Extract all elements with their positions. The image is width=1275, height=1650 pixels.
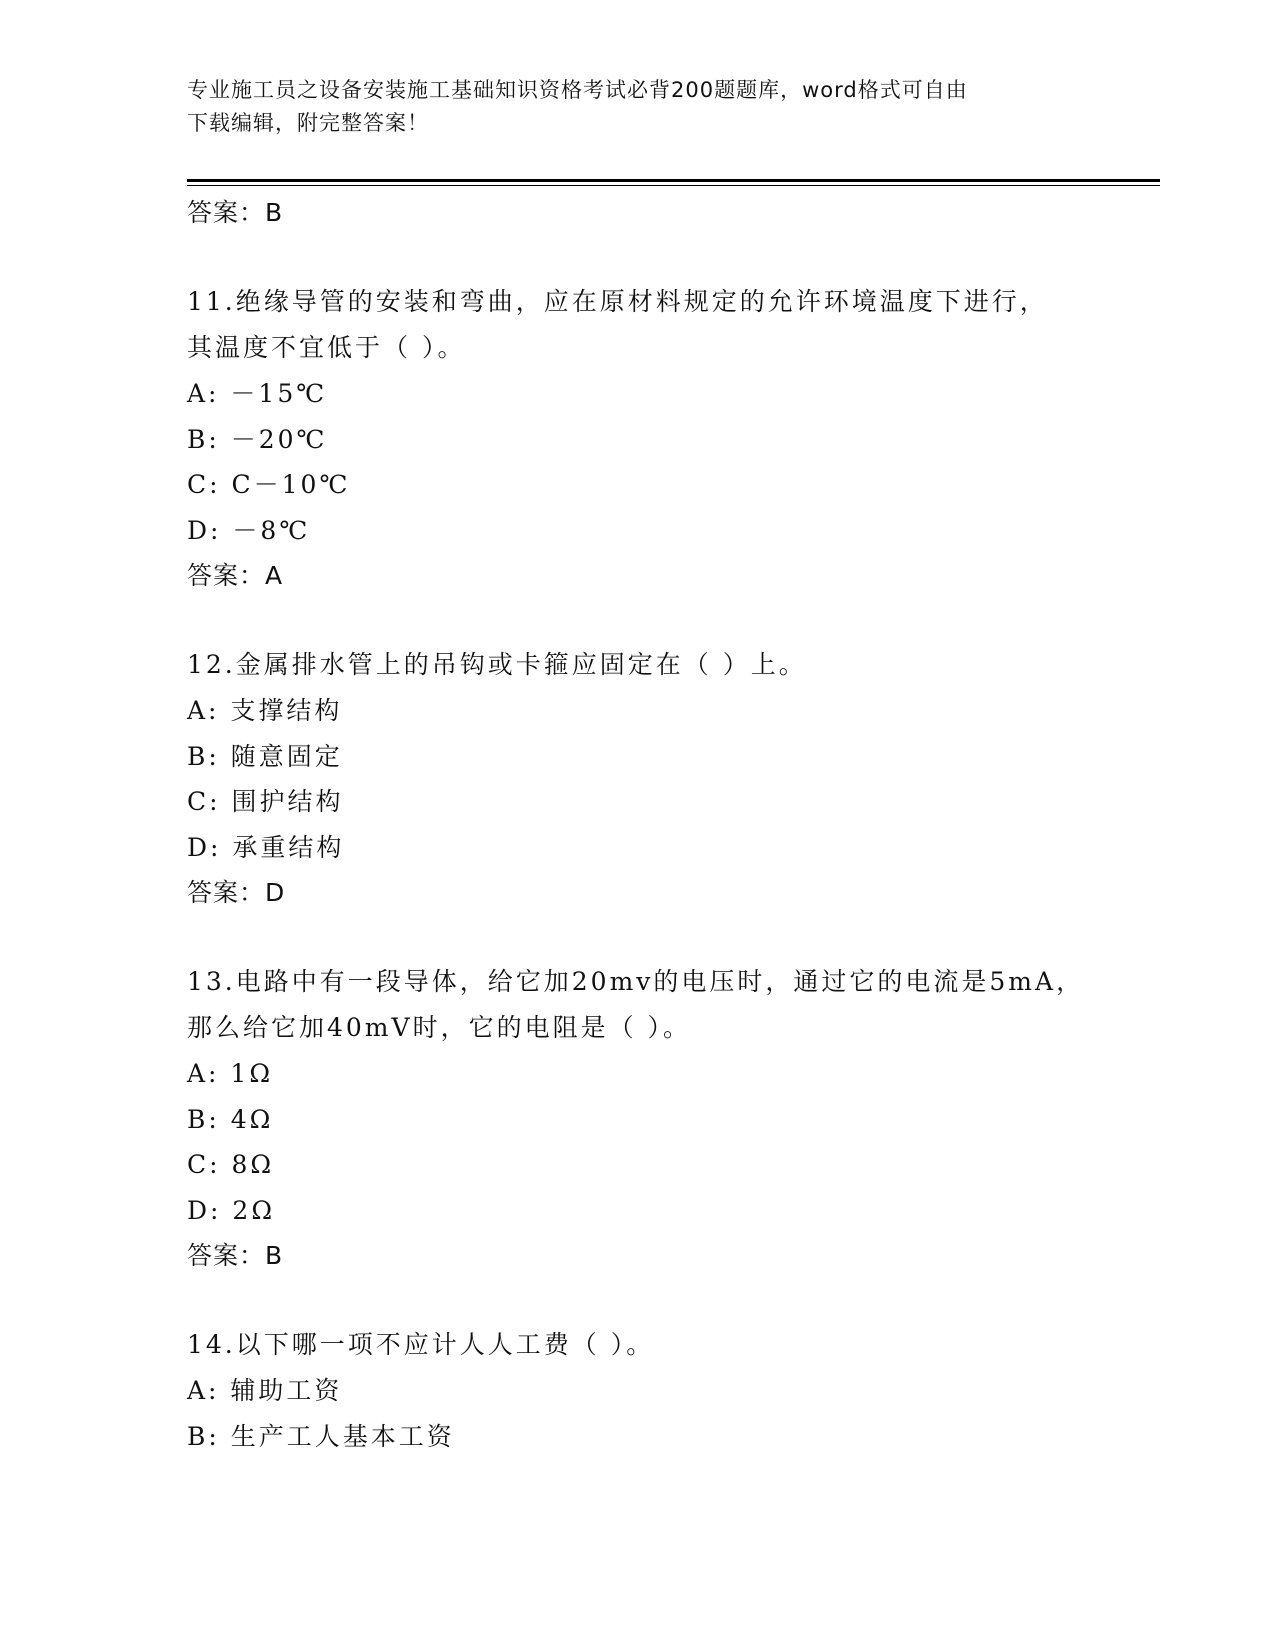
question-14 [187, 1322, 1087, 1459]
spacer [187, 916, 1087, 959]
spacer [187, 1279, 1087, 1322]
header-divider-thin [187, 185, 1160, 186]
answer-line: 答案：B [187, 198, 284, 227]
option-b: B: 随意固定 [187, 741, 343, 771]
spacer [187, 599, 1087, 642]
question-text-line: 11.绝缘导管的安装和弯曲，应在原材料规定的允许环境温度下进行， [187, 287, 1048, 316]
option-b: B: 4Ω [187, 1104, 274, 1134]
document-header [187, 74, 1067, 140]
question-12 [187, 642, 1087, 916]
option-d: D: 2Ω [187, 1195, 276, 1225]
answer-line: 答案：A [187, 561, 284, 590]
question-text-line: 14.以下哪一项不应计人人工费（ ）。 [187, 1330, 655, 1359]
answer-line: 答案：B [187, 1241, 284, 1270]
option-c: C: C－10℃ [187, 470, 351, 499]
option-a: A: 1Ω [187, 1059, 274, 1088]
option-d: D: －8℃ [187, 515, 311, 545]
option-d: D: 承重结构 [187, 832, 345, 862]
question-text-line: 其温度不宜低于（ ）。 [187, 333, 466, 362]
question-13 [187, 959, 1087, 1279]
question-text-line: 12.金属排水管上的吊钩或卡箍应固定在（ ）上。 [187, 650, 807, 679]
option-b: B: 生产工人基本工资 [187, 1421, 455, 1451]
option-b: B: －20℃ [187, 424, 328, 454]
option-a: A: 支撑结构 [187, 696, 343, 725]
answer-line: 答案：D [187, 878, 286, 907]
spacer [187, 236, 1087, 279]
question-list [187, 190, 1087, 1459]
option-a: A: 辅助工资 [187, 1376, 343, 1405]
header-line-1: 专业施工员之设备安装施工基础知识资格考试必背200题题库，word格式可自由 [187, 78, 968, 102]
option-c: C: 8Ω [187, 1150, 275, 1179]
header-divider-thick [187, 179, 1160, 182]
option-a: A: －15℃ [187, 379, 328, 408]
question-11 [187, 279, 1087, 599]
question-text-line: 那么给它加40mV时，它的电阻是（ ）。 [187, 1013, 692, 1042]
option-c: C: 围护结构 [187, 787, 344, 816]
question-text-line: 13.电路中有一段导体，给它加20mv的电压时，通过它的电流是5mA， [187, 967, 1085, 996]
header-line-2: 下载编辑，附完整答案！ [187, 111, 429, 135]
